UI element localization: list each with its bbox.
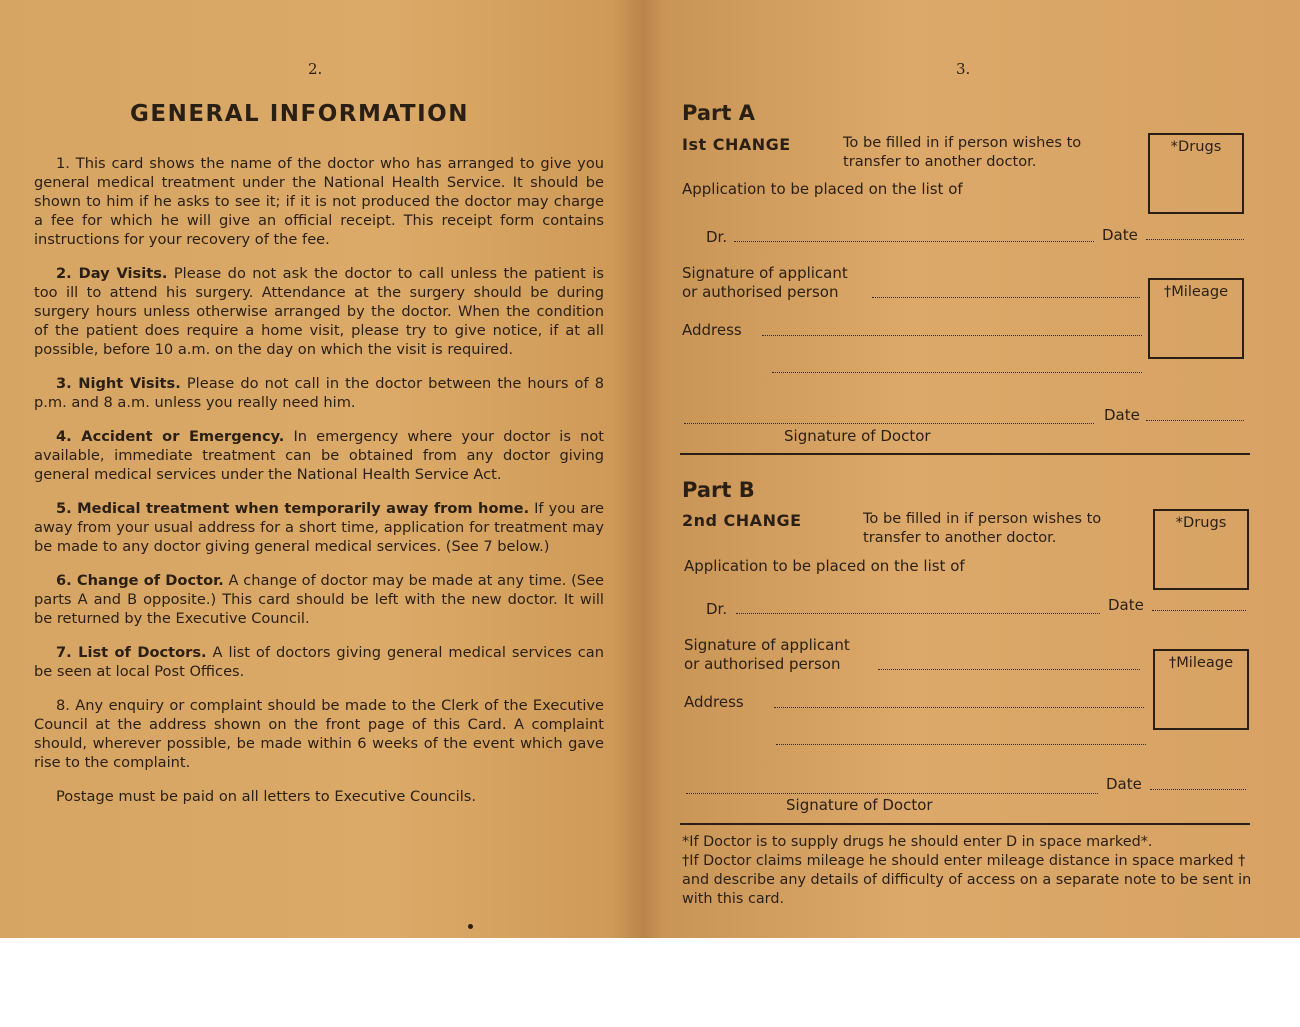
- paragraph-3: [34, 374, 604, 412]
- part-a-date-field[interactable]: [1146, 239, 1244, 240]
- general-information-body: [34, 154, 604, 821]
- part-a-address-label: Address: [682, 321, 742, 339]
- part-a-date2-label: Date: [1104, 406, 1140, 424]
- part-b-application-label: Application to be placed on the list of: [684, 557, 965, 575]
- part-b-date2-field[interactable]: [1150, 789, 1246, 790]
- paragraph-2: [34, 264, 604, 359]
- section-divider: [680, 453, 1250, 455]
- part-b-address-label: Address: [684, 693, 744, 711]
- paragraph-1: [34, 154, 604, 249]
- paragraph-heading: 7. List of Doctors.: [56, 644, 207, 661]
- postage-note: Postage must be paid on all letters to Executive Councils.: [56, 788, 477, 805]
- page-dot: [468, 924, 473, 929]
- footnotes: [682, 833, 1257, 909]
- paragraph-8: [34, 696, 604, 772]
- paragraph-text: A list of doctors giving general medical services can be seen at local Post Offices.: [34, 644, 604, 680]
- drugs-box-label: *Drugs: [1170, 138, 1222, 155]
- paragraph-heading: 2. Day Visits.: [56, 265, 168, 282]
- part-a-signature-field[interactable]: [872, 297, 1140, 298]
- paragraph-heading: 4. Accident or Emergency.: [56, 428, 285, 445]
- page-number: 3.: [956, 60, 971, 78]
- paragraph-text: In emergency where your doctor is not available, immediate treatment can be obtained from any doctor giving general medical services under the National Health Service Act.: [34, 428, 604, 483]
- paragraph-heading: 5. Medical treatment when temporarily away from home.: [56, 500, 530, 517]
- part-b-mileage-box[interactable]: [1153, 649, 1249, 730]
- part-b-instruction: To be filled in if person wishes to transfer to another doctor.: [863, 510, 1102, 546]
- part-b-signature-field[interactable]: [878, 669, 1140, 670]
- paragraph-heading: 6. Change of Doctor.: [56, 572, 224, 589]
- drugs-box-label: *Drugs: [1175, 514, 1227, 531]
- part-a-change-label: Ist CHANGE: [682, 135, 791, 154]
- part-a-signature-doctor-label: Signature of Doctor: [784, 427, 931, 445]
- paragraph-text: 8. Any enquiry or complaint should be made to the Clerk of the Executive Council at the address shown on the front page of this Card. A complaint should, wherever possible, be made within 6 weeks of the event which gave rise to the complaint.: [34, 697, 604, 771]
- paragraph-text: If you are away from your usual address for a short time, application for treatment may be made to any doctor giving general medical services. (See 7 below.): [34, 500, 604, 555]
- part-b-authorised-label: or authorised person: [684, 655, 841, 673]
- part-a-address-field-2[interactable]: [772, 372, 1142, 373]
- paragraph-text: Please do not ask the doctor to call unless the patient is too ill to attend his surgery. Attendance at the surgery should be during surgery hours unless otherwise arranged by the doctor. When the condition of the patient does require a home visit, please try to give notice, if at all possible, before 10 a.m. on the day on which the visit is required.: [34, 265, 604, 358]
- left-page: [0, 0, 640, 938]
- footnote-drugs: *If Doctor is to supply drugs he should enter D in space marked*.: [682, 834, 1153, 850]
- part-b-dr-field[interactable]: [736, 613, 1100, 614]
- paragraph-4: [34, 427, 604, 484]
- paragraph-text: 1. This card shows the name of the doctor who has arranged to give you general medical treatment under the National Health Service. It should be shown to him if he asks to see it; if it is not produced the doctor may charge a fee for which he will give an official receipt. This receipt form contains instructions for your recovery of the fee.: [34, 155, 604, 248]
- part-b-title: Part B: [682, 478, 755, 502]
- part-a-address-field-1[interactable]: [762, 335, 1142, 336]
- part-a-mileage-box[interactable]: [1148, 278, 1244, 359]
- paragraph-5: [34, 499, 604, 556]
- part-b-date2-label: Date: [1106, 775, 1142, 793]
- mileage-box-label: †Mileage: [1168, 654, 1234, 671]
- part-a-title: Part A: [682, 101, 755, 125]
- mileage-box-label: †Mileage: [1163, 283, 1229, 300]
- part-b-drugs-box[interactable]: [1153, 509, 1249, 590]
- paragraph-6: [34, 571, 604, 628]
- page-title: GENERAL INFORMATION: [130, 101, 469, 127]
- part-b-dr-label: Dr.: [706, 600, 728, 618]
- paragraph-text: Please do not call in the doctor between the hours of 8 p.m. and 8 a.m. unless you really need him.: [34, 375, 604, 411]
- part-b-change-label: 2nd CHANGE: [682, 511, 802, 530]
- part-b-signature-doctor-label: Signature of Doctor: [786, 796, 933, 814]
- part-b-doctor-signature-field[interactable]: [686, 793, 1098, 794]
- part-a-date2-field[interactable]: [1146, 420, 1244, 421]
- part-b-date-field[interactable]: [1152, 610, 1246, 611]
- part-b-address-field-2[interactable]: [776, 744, 1146, 745]
- paragraph-7: [34, 643, 604, 681]
- footnote-mileage: †If Doctor claims mileage he should enter mileage distance in space marked † and describe any details of difficulty of access on a separate note to be sent in with this card.: [682, 853, 1252, 907]
- part-a-instruction: To be filled in if person wishes to transfer to another doctor.: [843, 134, 1082, 170]
- part-b-signature-applicant-label: Signature of applicant: [684, 636, 850, 654]
- paragraph-heading: 3. Night Visits.: [56, 375, 181, 392]
- part-b-address-field-1[interactable]: [774, 707, 1144, 708]
- right-page: [650, 0, 1300, 938]
- part-a-doctor-signature-field[interactable]: [684, 423, 1094, 424]
- part-a-application-label: Application to be placed on the list of: [682, 180, 963, 198]
- part-a-dr-field[interactable]: [734, 241, 1094, 242]
- part-a-dr-label: Dr.: [706, 228, 728, 246]
- part-a-authorised-label: or authorised person: [682, 283, 839, 301]
- paragraph-text: A change of doctor may be made at any time. (See parts A and B opposite.) This card should be left with the new doctor. It will be returned by the Executive Council.: [34, 572, 604, 627]
- part-a-drugs-box[interactable]: [1148, 133, 1244, 214]
- part-a-date-label: Date: [1102, 226, 1138, 244]
- footnote-divider: [680, 823, 1250, 825]
- part-b-date-label: Date: [1108, 596, 1144, 614]
- part-a-signature-applicant-label: Signature of applicant: [682, 264, 848, 282]
- page-number: 2.: [308, 60, 323, 78]
